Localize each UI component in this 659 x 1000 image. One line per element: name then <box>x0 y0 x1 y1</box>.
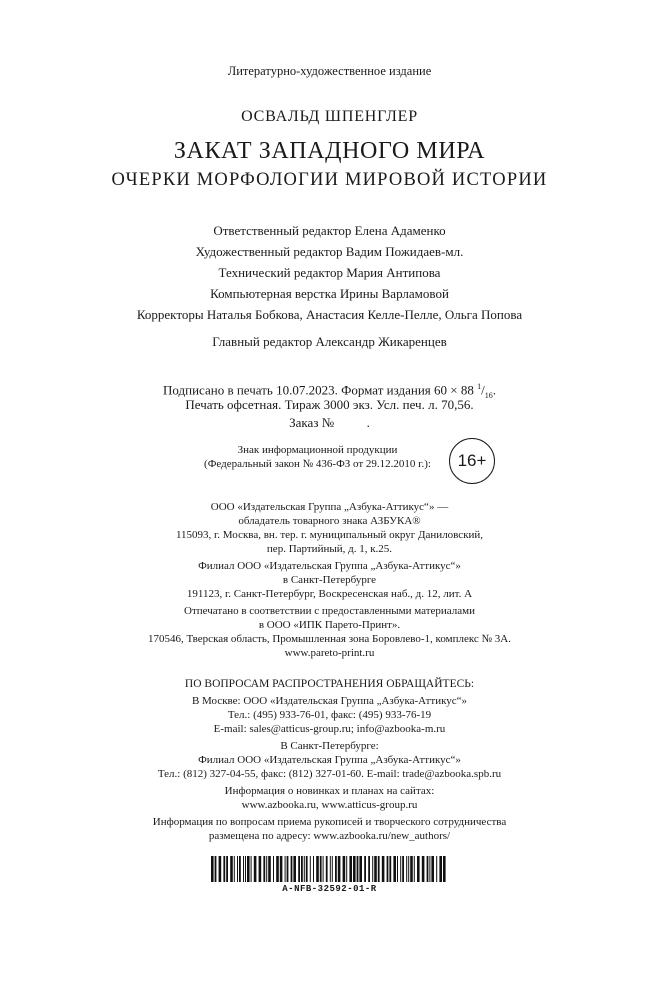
info-product-sign <box>190 443 445 471</box>
barcode-bar <box>306 856 308 882</box>
barcode-bar <box>243 856 244 882</box>
branch-line: Филиал ООО «Издательская Группа „Азбука-Аттикус“» <box>198 560 461 572</box>
format-fraction-numerator: 1 <box>477 382 482 391</box>
credit-line: Компьютерная верстка Ирины Варламовой <box>210 286 449 301</box>
barcode-bar <box>298 856 300 882</box>
spb-line: Тел.: (812) 327-04-55, факс: (812) 327-01-60. E-mail: trade@azbooka.spb.ru <box>157 768 502 780</box>
barcode-bar <box>349 856 352 882</box>
barcode-bar <box>287 856 289 882</box>
barcode-bar <box>259 856 262 882</box>
barcode-bar <box>226 856 228 882</box>
barcode-bar <box>326 856 328 882</box>
barcode-bar <box>268 856 271 882</box>
barcode-bar <box>353 856 356 882</box>
author-name: ОСВАЛЬД ШПЕНГЛЕР <box>241 108 418 125</box>
barcode-bar <box>389 856 391 882</box>
credit-line: Художественный редактор Вадим Пожидаев-мл. <box>195 244 464 259</box>
order-number-line: Заказ № . <box>289 415 370 430</box>
barcode-bar <box>304 856 305 882</box>
print-run-line: Печать офсетная. Тираж 3000 экз. Усл. печ. л. 70,56. <box>185 397 474 412</box>
chief-editor: Главный редактор Александр Жикаренцев <box>212 334 447 349</box>
barcode-bar <box>254 856 257 882</box>
barcode-bar <box>410 856 413 882</box>
spb-line: В Санкт-Петербурге: <box>280 740 379 752</box>
barcode-bar <box>215 856 217 882</box>
printer-line: 170546, Тверская область, Промышленная зона Боровлево-1, комплекс № 3А. <box>148 633 511 645</box>
barcode-bar <box>266 856 267 882</box>
barcode-bar <box>414 856 415 882</box>
barcode-bar <box>359 856 362 882</box>
barcode-bar <box>343 856 346 882</box>
barcode-bar <box>357 856 359 882</box>
barcode-bar <box>338 856 341 882</box>
barcode-bar <box>211 856 214 882</box>
barcode-bar <box>263 856 265 882</box>
barcode-bar <box>422 856 425 882</box>
barcode-bar <box>301 856 303 882</box>
barcode-bar <box>443 856 446 882</box>
barcode-bar <box>397 856 398 882</box>
publisher-line: 115093, г. Москва, вн. тер. г. муниципальный округ Даниловский, <box>175 529 484 541</box>
print-format-line: Подписано в печать 10.07.2023. Формат издания 60 × 88 $^1/_{16}$. <box>163 382 496 400</box>
barcode-bar <box>364 856 366 882</box>
info-sign-label: Знак информационной продукции <box>237 444 398 456</box>
barcode-bar <box>291 856 293 882</box>
barcode-bar <box>372 856 373 882</box>
format-fraction-denominator: 16 <box>484 390 493 400</box>
credit-line: Технический редактор Мария Антипова <box>218 265 441 280</box>
info-sign-law: (Федеральный закон № 436-ФЗ от 29.12.2010 г.): <box>204 458 431 470</box>
barcode-bar <box>234 856 235 882</box>
branch-line: 191123, г. Санкт-Петербург, Воскресенская наб., д. 12, лит. А <box>186 588 473 600</box>
spb-line: Филиал ООО «Издательская Группа „Азбука-Аттикус“» <box>198 754 461 766</box>
printer-line: в ООО «ИПК Парето-Принт». <box>258 619 401 631</box>
barcode-bar <box>251 856 252 882</box>
barcode-bar <box>374 856 377 882</box>
barcode-bar <box>230 856 233 882</box>
barcode-bar <box>293 856 296 882</box>
barcode-bar <box>378 856 380 882</box>
book-subtitle: ОЧЕРКИ МОРФОЛОГИИ МИРОВОЙ ИСТОРИИ <box>111 170 548 190</box>
barcode-bar <box>408 856 409 882</box>
barcode-bar <box>316 856 319 882</box>
barcode-bar <box>247 856 250 882</box>
barcode-bar <box>237 856 238 882</box>
barcode-bar <box>219 856 222 882</box>
moscow-email[interactable]: E-mail: sales@atticus-group.ru; info@azbooka-m.ru <box>213 723 446 735</box>
age-rating-badge: 16+ <box>449 438 495 484</box>
printer-link[interactable]: www.pareto-print.ru <box>284 647 375 659</box>
manuscripts-line: Информация по вопросам приема рукописей и творческого сотрудничества <box>152 816 507 828</box>
barcode-text: A-NFB-32592-01-R <box>282 884 377 894</box>
book-title: ЗАКАТ ЗАПАДНОГО МИРА <box>173 138 486 164</box>
barcode-bar <box>276 856 279 882</box>
print-format-end: . <box>492 382 496 398</box>
barcode-bar <box>332 856 333 882</box>
barcode-bar <box>400 856 401 882</box>
publisher-line: пер. Партийный, д. 1, к.25. <box>266 543 393 555</box>
barcode-bar <box>427 856 429 882</box>
barcode-bar <box>382 856 385 882</box>
manuscripts-link[interactable]: размещена по адресу: www.azbooka.ru/new_authors/ <box>208 830 451 842</box>
branch-line: в Санкт-Петербурге <box>282 574 377 586</box>
barcode-bar <box>335 856 337 882</box>
barcode-bar <box>273 856 274 882</box>
barcode-bar <box>393 856 396 882</box>
distribution-heading: ПО ВОПРОСАМ РАСПРОСТРАНЕНИЯ ОБРАЩАЙТЕСЬ: <box>184 678 475 690</box>
moscow-line: В Москве: ООО «Издательская Группа „Азбука-Аттикус“» <box>191 695 468 707</box>
barcode-bar <box>402 856 404 882</box>
barcode-bar <box>406 856 407 882</box>
print-format-text: Подписано в печать 10.07.2023. Формат издания 60 × 88 <box>163 382 474 398</box>
moscow-line: Тел.: (495) 933-76-01, факс: (495) 933-76-19 <box>227 709 432 721</box>
barcode-bar <box>346 856 347 882</box>
barcode-bar <box>320 856 322 882</box>
barcode-bar <box>310 856 311 882</box>
barcode-bar <box>239 856 241 882</box>
barcode-bar <box>285 856 286 882</box>
printer-line: Отпечатано в соответствии с предоставленными материалами <box>184 605 475 617</box>
barcode-bar <box>436 856 437 882</box>
barcode-bar <box>439 856 442 882</box>
news-line: Информация о новинках и планах на сайтах: <box>224 785 435 797</box>
barcode-bar <box>429 856 430 882</box>
barcode-bar <box>323 856 324 882</box>
barcode <box>211 856 449 882</box>
barcode-bar <box>387 856 389 882</box>
barcode-bar <box>330 856 331 882</box>
credit-line: Ответственный редактор Елена Адаменко <box>213 223 446 238</box>
barcode-bar <box>280 856 283 882</box>
barcode-bar <box>431 856 434 882</box>
barcode-bar <box>417 856 420 882</box>
credit-line: Корректоры Наталья Бобкова, Анастасия Келле-Пелле, Ольга Попова <box>136 307 523 322</box>
genre-label: Литературно-художественное издание <box>227 64 432 78</box>
barcode-bar <box>245 856 246 882</box>
barcode-bar <box>223 856 225 882</box>
barcode-bar <box>313 856 314 882</box>
barcode-bar <box>368 856 370 882</box>
news-links[interactable]: www.azbooka.ru, www.atticus-group.ru <box>241 799 418 811</box>
publisher-line: ООО «Издательская Группа „Азбука-Аттикус“» — <box>210 501 449 513</box>
publisher-line: обладатель товарного знака АЗБУКА® <box>238 515 421 527</box>
